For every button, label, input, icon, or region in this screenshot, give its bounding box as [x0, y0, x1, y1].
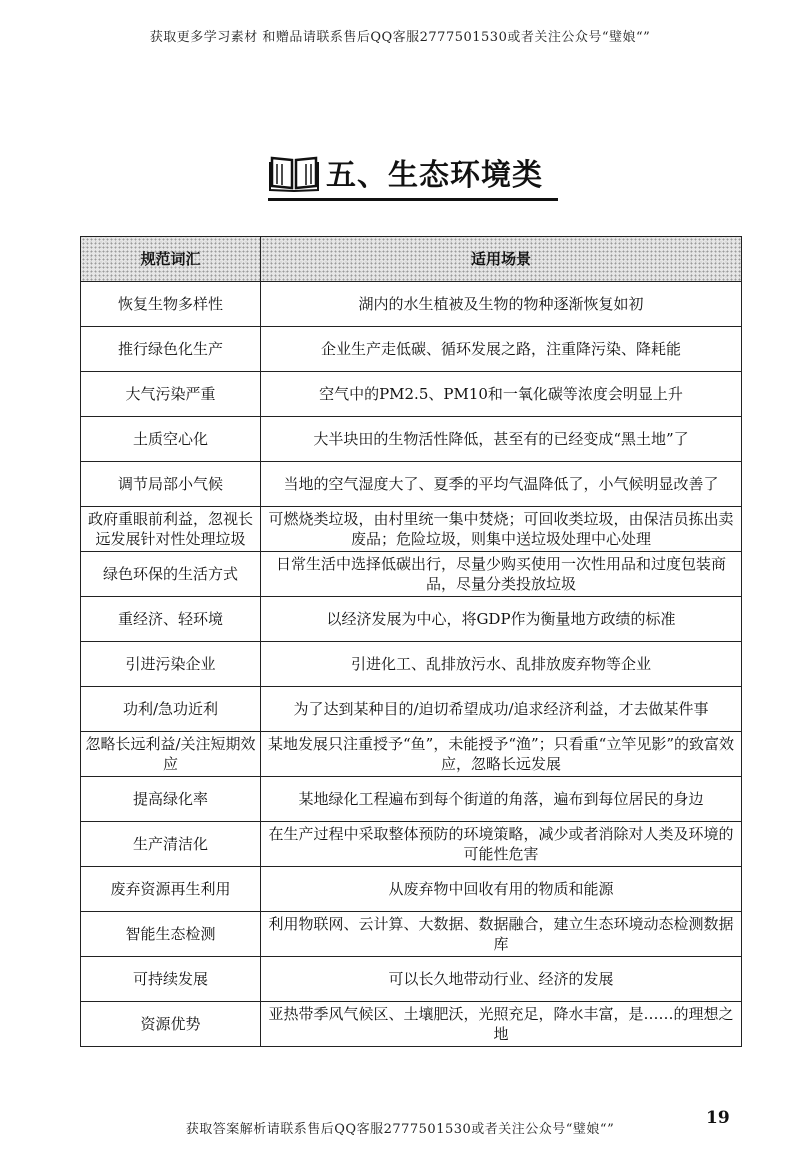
- table-row: [81, 462, 742, 507]
- term-cell: 忽略长远利益/关注短期效应: [81, 732, 261, 777]
- term-cell: 智能生态检测: [81, 912, 261, 957]
- scene-cell: 以经济发展为中心，将GDP作为衡量地方政绩的标准: [261, 597, 742, 642]
- scene-cell: 日常生活中选择低碳出行，尽量少购买使用一次性用品和过度包装商品，尽量分类投放垃圾: [261, 552, 742, 597]
- table-row: [81, 372, 742, 417]
- scene-cell: 当地的空气湿度大了、夏季的平均气温降低了，小气候明显改善了: [261, 462, 742, 507]
- book-icon: [268, 152, 320, 192]
- scene-cell: 可燃烧类垃圾，由村里统一集中焚烧；可回收类垃圾，由保洁员拣出卖废品；危险垃圾，则集中送垃圾处理中心处理: [261, 507, 742, 552]
- term-cell: 调节局部小气候: [81, 462, 261, 507]
- header-note: 获取更多学习素材 和赠品请联系售后QQ客服2777501530或者关注公众号“璧娘“”: [149, 30, 651, 45]
- table-row: [81, 687, 742, 732]
- term-cell: 土质空心化: [81, 417, 261, 462]
- table-row: [81, 867, 742, 912]
- column-header-scene: 适用场景: [261, 237, 742, 282]
- term-cell: 恢复生物多样性: [81, 282, 261, 327]
- section-title: 五、生态环境类: [326, 158, 543, 193]
- scene-cell: 引进化工、乱排放污水、乱排放废弃物等企业: [261, 642, 742, 687]
- scene-cell: 某地发展只注重授予“鱼”，未能授予“渔”；只看重“立竿见影”的致富效应，忽略长远发展: [261, 732, 742, 777]
- term-cell: 资源优势: [81, 1002, 261, 1047]
- term-cell: 可持续发展: [81, 957, 261, 1002]
- table-header-row: [81, 237, 742, 282]
- page-number: 19: [706, 1108, 730, 1128]
- scene-cell: 为了达到某种目的/迫切希望成功/追求经济利益，才去做某件事: [261, 687, 742, 732]
- table-row: [81, 957, 742, 1002]
- scene-cell: 某地绿化工程遍布到每个街道的角落，遍布到每位居民的身边: [261, 777, 742, 822]
- section-title-block: [268, 146, 558, 201]
- vocabulary-table: [80, 236, 742, 1047]
- scene-cell: 空气中的PM2.5、PM10和一氧化碳等浓度会明显上升: [261, 372, 742, 417]
- term-cell: 推行绿色化生产: [81, 327, 261, 372]
- table-row: [81, 777, 742, 822]
- table-row: [81, 552, 742, 597]
- scene-cell: 企业生产走低碳、循环发展之路，注重降污染、降耗能: [261, 327, 742, 372]
- table-row: [81, 327, 742, 372]
- term-cell: 政府重眼前利益，忽视长远发展针对性处理垃圾: [81, 507, 261, 552]
- term-cell: 废弃资源再生利用: [81, 867, 261, 912]
- table-row: [81, 417, 742, 462]
- scene-cell: 利用物联网、云计算、大数据、数据融合，建立生态环境动态检测数据库: [261, 912, 742, 957]
- table-row: [81, 642, 742, 687]
- footer-note: 获取答案解析请联系售后QQ客服2777501530或者关注公众号“璧娘“”: [185, 1122, 615, 1137]
- term-cell: 大气污染严重: [81, 372, 261, 417]
- table-row: [81, 507, 742, 552]
- table-row: [81, 732, 742, 777]
- table-row: [81, 1002, 742, 1047]
- scene-cell: 可以长久地带动行业、经济的发展: [261, 957, 742, 1002]
- term-cell: 提高绿化率: [81, 777, 261, 822]
- scene-cell: 亚热带季风气候区、土壤肥沃，光照充足，降水丰富，是……的理想之地: [261, 1002, 742, 1047]
- term-cell: 绿色环保的生活方式: [81, 552, 261, 597]
- term-cell: 重经济、轻环境: [81, 597, 261, 642]
- scene-cell: 在生产过程中采取整体预防的环境策略，减少或者消除对人类及环境的可能性危害: [261, 822, 742, 867]
- column-header-term: 规范词汇: [81, 237, 261, 282]
- term-cell: 引进污染企业: [81, 642, 261, 687]
- table-row: [81, 597, 742, 642]
- table-row: [81, 822, 742, 867]
- scene-cell: 湖内的水生植被及生物的物种逐渐恢复如初: [261, 282, 742, 327]
- scene-cell: 大半块田的生物活性降低，甚至有的已经变成“黑土地”了: [261, 417, 742, 462]
- scene-cell: 从废弃物中回收有用的物质和能源: [261, 867, 742, 912]
- table-row: [81, 912, 742, 957]
- term-cell: 生产清洁化: [81, 822, 261, 867]
- table-row: [81, 282, 742, 327]
- term-cell: 功利/急功近利: [81, 687, 261, 732]
